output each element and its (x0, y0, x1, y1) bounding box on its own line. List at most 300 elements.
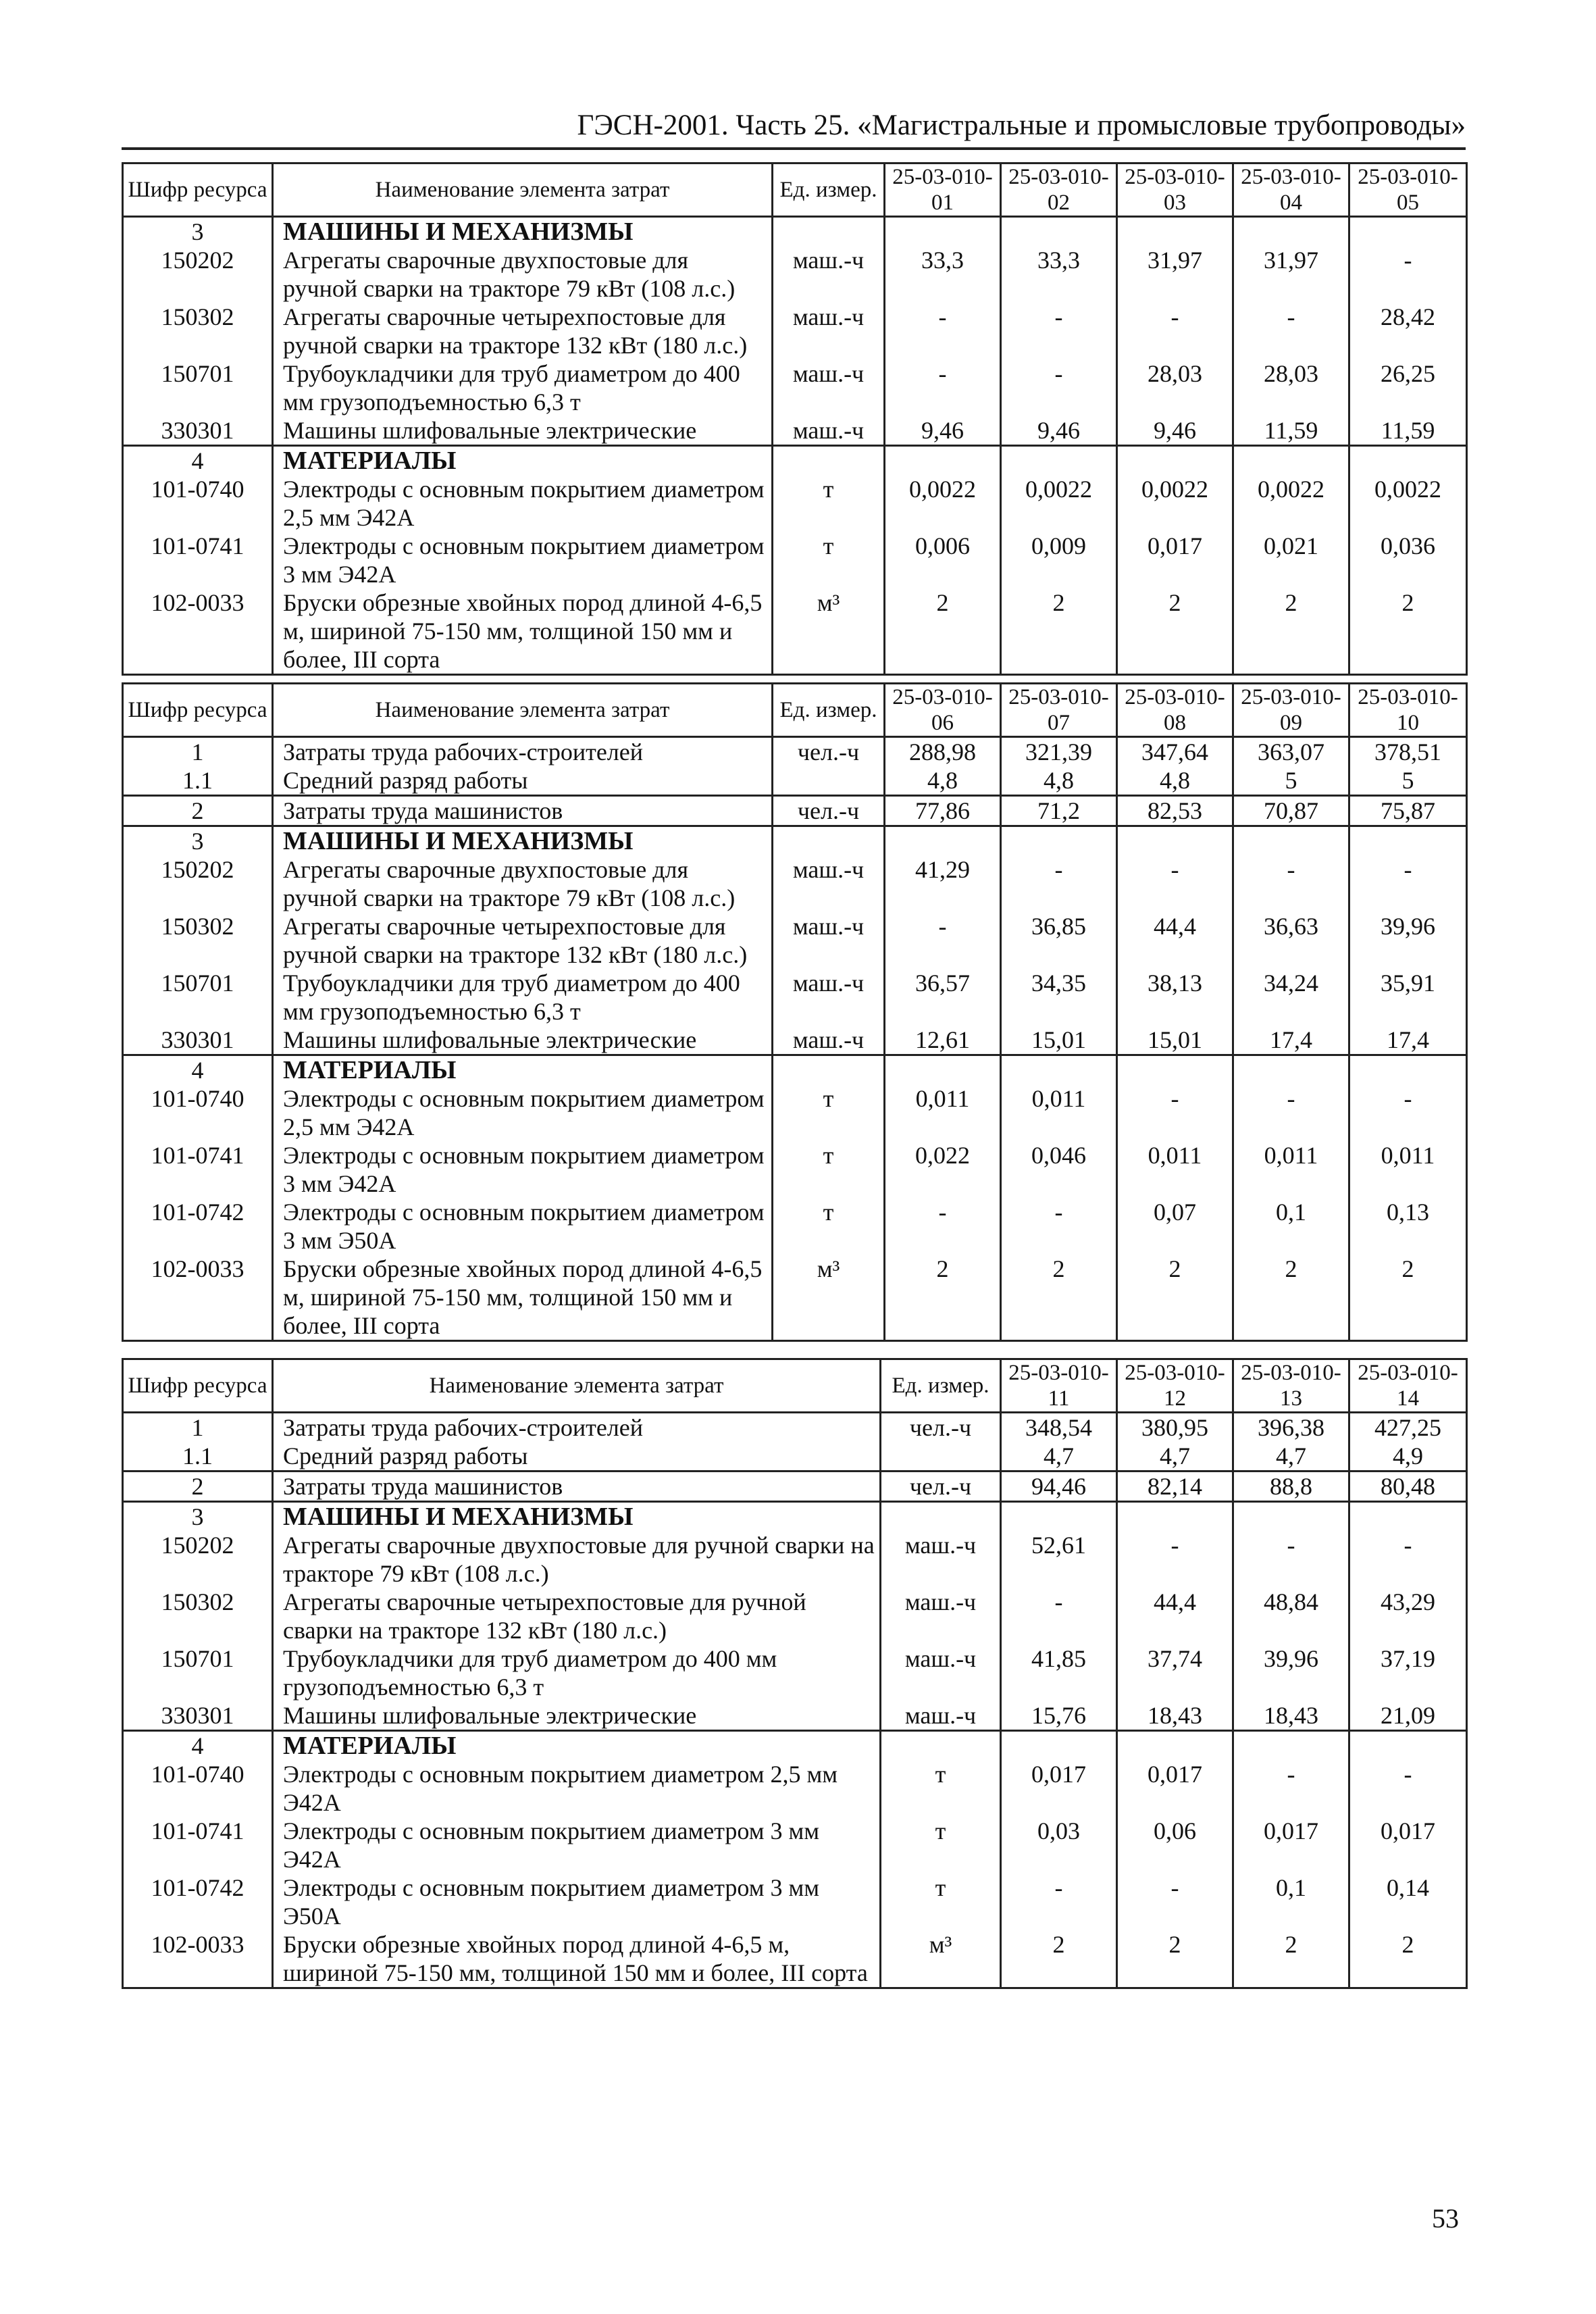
column-header-norm: 25-03-010-02 (1001, 164, 1117, 217)
value-cell: 43,29 (1349, 1588, 1467, 1644)
value-cell: 0,03 (1001, 1817, 1117, 1873)
value-cell: 28,03 (1117, 359, 1233, 416)
value-cell: - (885, 303, 1001, 359)
value-cell: 9,46 (1117, 416, 1233, 446)
resource-name: Агрегаты сварочные двухпостовые для ручной сварки на тракторе 79 кВт (108 л.с.) (273, 246, 773, 303)
value-cell: 77,86 (885, 796, 1001, 826)
header-row (123, 684, 1467, 737)
value-cell: 321,39 (1001, 737, 1117, 767)
column-header-norm: 25-03-010-14 (1349, 1359, 1467, 1413)
resource-code: 150701 (123, 359, 273, 416)
value-cell: 348,54 (1001, 1413, 1117, 1442)
table-row (123, 1817, 1467, 1873)
table-row (123, 796, 1467, 826)
value-cell: 427,25 (1349, 1413, 1467, 1442)
unit-cell: чел.-ч (881, 1413, 1001, 1442)
value-cell (1117, 1731, 1233, 1761)
unit-cell: маш.-ч (773, 1026, 885, 1055)
value-cell: 4,7 (1001, 1442, 1117, 1472)
resource-name: Затраты труда рабочих-строителей (273, 737, 773, 767)
unit-cell (773, 826, 885, 856)
value-cell: 0,017 (1349, 1817, 1467, 1873)
resource-name: Агрегаты сварочные двухпостовые для ручной сварки на тракторе 79 кВт (108 л.с.) (273, 855, 773, 912)
table-row (123, 475, 1467, 532)
value-cell: 33,3 (885, 246, 1001, 303)
section-title: МАШИНЫ И МЕХАНИЗМЫ (273, 826, 773, 856)
resource-code: 3 (123, 826, 273, 856)
value-cell: - (1349, 1760, 1467, 1817)
value-cell (1117, 217, 1233, 247)
value-cell: - (1117, 1873, 1233, 1930)
value-cell: 26,25 (1349, 359, 1467, 416)
value-cell: 2 (1001, 1255, 1117, 1341)
section-title: МАТЕРИАЛЫ (273, 446, 773, 476)
value-cell: 0,017 (1117, 1760, 1233, 1817)
value-cell: 38,13 (1117, 969, 1233, 1026)
table-row (123, 1472, 1467, 1502)
column-header-norm: 25-03-010-05 (1349, 164, 1467, 217)
value-cell: 0,0022 (1001, 475, 1117, 532)
resource-code: 330301 (123, 416, 273, 446)
table-row (123, 826, 1467, 856)
value-cell (1233, 446, 1349, 476)
unit-cell: т (773, 1141, 885, 1198)
value-cell: 37,74 (1117, 1644, 1233, 1701)
resource-code: 101-0740 (123, 475, 273, 532)
unit-cell: т (881, 1873, 1001, 1930)
resource-code: 150701 (123, 1644, 273, 1701)
value-cell: 2 (1117, 588, 1233, 675)
value-cell (1233, 1502, 1349, 1532)
value-cell: - (1233, 855, 1349, 912)
value-cell: 33,3 (1001, 246, 1117, 303)
resource-code: 2 (123, 1472, 273, 1502)
value-cell: 39,96 (1233, 1644, 1349, 1701)
resource-code: 150202 (123, 246, 273, 303)
value-cell (1117, 1055, 1233, 1085)
resource-code: 4 (123, 1055, 273, 1085)
value-cell: 2 (1233, 588, 1349, 675)
unit-cell: м³ (881, 1930, 1001, 1988)
value-cell: 71,2 (1001, 796, 1117, 826)
resource-name: Агрегаты сварочные четырехпостовые для ручной сварки на тракторе 132 кВт (180 л.с.) (273, 1588, 881, 1644)
value-cell (1349, 217, 1467, 247)
value-cell: 0,07 (1117, 1198, 1233, 1255)
unit-cell: т (773, 1198, 885, 1255)
value-cell: - (1233, 303, 1349, 359)
resource-code: 330301 (123, 1701, 273, 1731)
value-cell: 0,046 (1001, 1141, 1117, 1198)
header-row (123, 164, 1467, 217)
value-cell: 396,38 (1233, 1413, 1349, 1442)
table-row (123, 1502, 1467, 1532)
value-cell: - (885, 1198, 1001, 1255)
resource-code: 4 (123, 1731, 273, 1761)
value-cell: - (1001, 1588, 1117, 1644)
value-cell: 2 (885, 588, 1001, 675)
unit-cell: маш.-ч (773, 855, 885, 912)
value-cell: 4,8 (1117, 766, 1233, 796)
value-cell: 4,9 (1349, 1442, 1467, 1472)
value-cell: 2 (885, 1255, 1001, 1341)
value-cell: 0,14 (1349, 1873, 1467, 1930)
resource-code: 1 (123, 737, 273, 767)
resource-code: 150302 (123, 1588, 273, 1644)
unit-cell: маш.-ч (881, 1644, 1001, 1701)
unit-cell: чел.-ч (881, 1472, 1001, 1502)
value-cell: 36,63 (1233, 912, 1349, 969)
resource-name: Электроды с основным покрытием диаметром 3 мм Э42А (273, 1141, 773, 1198)
table-row (123, 446, 1467, 476)
value-cell: 0,0022 (885, 475, 1001, 532)
value-cell: - (1001, 359, 1117, 416)
value-cell: 4,8 (885, 766, 1001, 796)
resource-code: 150202 (123, 1531, 273, 1588)
resource-name: Агрегаты сварочные двухпостовые для ручной сварки на тракторе 79 кВт (108 л.с.) (273, 1531, 881, 1588)
table-row (123, 1644, 1467, 1701)
value-cell: - (1001, 1873, 1117, 1930)
value-cell: 31,97 (1117, 246, 1233, 303)
value-cell (1233, 1055, 1349, 1085)
value-cell: 0,006 (885, 532, 1001, 588)
value-cell (1001, 446, 1117, 476)
value-cell: 39,96 (1349, 912, 1467, 969)
value-cell (1117, 446, 1233, 476)
section-title: МАТЕРИАЛЫ (273, 1055, 773, 1085)
value-cell (1001, 1055, 1117, 1085)
value-cell: - (1349, 246, 1467, 303)
unit-cell: маш.-ч (773, 246, 885, 303)
resource-name: Затраты труда машинистов (273, 1472, 881, 1502)
value-cell: 15,01 (1001, 1026, 1117, 1055)
resource-code: 101-0741 (123, 532, 273, 588)
value-cell (1001, 826, 1117, 856)
value-cell: 2 (1233, 1930, 1349, 1988)
value-cell (1001, 217, 1117, 247)
resource-name: Электроды с основным покрытием диаметром 2,5 мм Э42А (273, 475, 773, 532)
column-header-norm: 25-03-010-12 (1117, 1359, 1233, 1413)
unit-cell: м³ (773, 1255, 885, 1341)
resource-name: Машины шлифовальные электрические (273, 1701, 881, 1731)
resource-name: Бруски обрезные хвойных пород длиной 4-6,5 м, шириной 75-150 мм, толщиной 150 мм и более, III сорта (273, 1255, 773, 1341)
value-cell: 48,84 (1233, 1588, 1349, 1644)
resource-name: Затраты труда машинистов (273, 796, 773, 826)
value-cell: 36,57 (885, 969, 1001, 1026)
column-header-norm: 25-03-010-04 (1233, 164, 1349, 217)
value-cell: 0,011 (885, 1084, 1001, 1141)
unit-cell: т (773, 532, 885, 588)
value-cell (1349, 1731, 1467, 1761)
table-row (123, 532, 1467, 588)
table-row (123, 1084, 1467, 1141)
unit-cell (773, 766, 885, 796)
value-cell: 0,0022 (1117, 475, 1233, 532)
value-cell: 2 (1349, 1255, 1467, 1341)
resource-name: Бруски обрезные хвойных пород длиной 4-6,5 м, шириной 75-150 мм, толщиной 150 мм и более, III сорта (273, 1930, 881, 1988)
value-cell: 11,59 (1233, 416, 1349, 446)
value-cell: - (1233, 1531, 1349, 1588)
resource-table-2 (122, 682, 1468, 1342)
table-row (123, 1141, 1467, 1198)
resource-code: 102-0033 (123, 588, 273, 675)
table-row (123, 416, 1467, 446)
resource-name: Электроды с основным покрытием диаметром 2,5 мм Э42А (273, 1760, 881, 1817)
table-row (123, 855, 1467, 912)
resource-name: Трубоукладчики для труб диаметром до 400 мм грузоподъемностью 6,3 т (273, 1644, 881, 1701)
resource-code: 101-0741 (123, 1141, 273, 1198)
value-cell: 70,87 (1233, 796, 1349, 826)
value-cell: 0,1 (1233, 1198, 1349, 1255)
unit-cell (881, 1502, 1001, 1532)
resource-code: 102-0033 (123, 1930, 273, 1988)
value-cell: 0,017 (1117, 532, 1233, 588)
unit-cell: т (773, 475, 885, 532)
value-cell: 288,98 (885, 737, 1001, 767)
unit-cell: маш.-ч (881, 1531, 1001, 1588)
value-cell: 363,07 (1233, 737, 1349, 767)
section-title: МАШИНЫ И МЕХАНИЗМЫ (273, 1502, 881, 1532)
value-cell: 11,59 (1349, 416, 1467, 446)
resource-name: Агрегаты сварочные четырехпостовые для ручной сварки на тракторе 132 кВт (180 л.с.) (273, 303, 773, 359)
resource-code: 102-0033 (123, 1255, 273, 1341)
table-row (123, 1760, 1467, 1817)
value-cell: 0,0022 (1349, 475, 1467, 532)
resource-code: 150701 (123, 969, 273, 1026)
value-cell (885, 826, 1001, 856)
unit-cell: маш.-ч (773, 303, 885, 359)
value-cell: 0,06 (1117, 1817, 1233, 1873)
resource-code: 1 (123, 1413, 273, 1442)
table-row (123, 1701, 1467, 1731)
table-row (123, 1930, 1467, 1988)
value-cell: 4,7 (1117, 1442, 1233, 1472)
unit-cell: маш.-ч (773, 359, 885, 416)
value-cell: 21,09 (1349, 1701, 1467, 1731)
column-header-norm: 25-03-010-10 (1349, 684, 1467, 737)
unit-cell: м³ (773, 588, 885, 675)
value-cell: - (1233, 1084, 1349, 1141)
value-cell: - (1117, 1084, 1233, 1141)
table-row (123, 737, 1467, 767)
resource-name: Электроды с основным покрытием диаметром 2,5 мм Э42А (273, 1084, 773, 1141)
table-row (123, 1588, 1467, 1644)
column-header-norm: 25-03-010-13 (1233, 1359, 1349, 1413)
value-cell: - (1117, 303, 1233, 359)
table-row (123, 217, 1467, 247)
value-cell: 18,43 (1233, 1701, 1349, 1731)
value-cell: 34,35 (1001, 969, 1117, 1026)
value-cell: 17,4 (1349, 1026, 1467, 1055)
value-cell (885, 446, 1001, 476)
column-header-name: Наименование элемента затрат (273, 164, 773, 217)
value-cell: 15,76 (1001, 1701, 1117, 1731)
resource-name: Машины шлифовальные электрические (273, 1026, 773, 1055)
value-cell (1117, 826, 1233, 856)
resource-code: 4 (123, 446, 273, 476)
resource-name: Трубоукладчики для труб диаметром до 400 мм грузоподъемностью 6,3 т (273, 969, 773, 1026)
table-row (123, 1442, 1467, 1472)
value-cell: 41,29 (885, 855, 1001, 912)
resource-code: 3 (123, 1502, 273, 1532)
table-row (123, 588, 1467, 675)
value-cell: 94,46 (1001, 1472, 1117, 1502)
value-cell: 0,009 (1001, 532, 1117, 588)
table-row (123, 969, 1467, 1026)
column-header-name: Наименование элемента затрат (273, 684, 773, 737)
value-cell: 2 (1117, 1255, 1233, 1341)
column-header-norm: 25-03-010-01 (885, 164, 1001, 217)
value-cell (1349, 446, 1467, 476)
value-cell: 9,46 (885, 416, 1001, 446)
resource-name: Электроды с основным покрытием диаметром 3 мм Э42А (273, 532, 773, 588)
value-cell: 347,64 (1117, 737, 1233, 767)
value-cell: 0,036 (1349, 532, 1467, 588)
value-cell: - (1001, 855, 1117, 912)
value-cell: - (1001, 1198, 1117, 1255)
value-cell: 88,8 (1233, 1472, 1349, 1502)
resource-code: 1.1 (123, 1442, 273, 1472)
value-cell: 0,011 (1233, 1141, 1349, 1198)
value-cell: 2 (1349, 1930, 1467, 1988)
column-header-norm: 25-03-010-11 (1001, 1359, 1117, 1413)
value-cell: 2 (1349, 588, 1467, 675)
unit-cell: т (881, 1760, 1001, 1817)
value-cell: - (1001, 303, 1117, 359)
value-cell: 44,4 (1117, 1588, 1233, 1644)
value-cell: - (1349, 1531, 1467, 1588)
unit-cell (881, 1731, 1001, 1761)
value-cell: 82,14 (1117, 1472, 1233, 1502)
column-header-norm: 25-03-010-03 (1117, 164, 1233, 217)
value-cell: 4,7 (1233, 1442, 1349, 1472)
unit-cell (773, 446, 885, 476)
value-cell: - (885, 912, 1001, 969)
value-cell: 52,61 (1001, 1531, 1117, 1588)
value-cell: 0,022 (885, 1141, 1001, 1198)
value-cell: 31,97 (1233, 246, 1349, 303)
column-header-code: Шифр ресурса (123, 684, 273, 737)
resource-code: 150202 (123, 855, 273, 912)
value-cell: 0,011 (1001, 1084, 1117, 1141)
page-number: 53 (1432, 2203, 1459, 2234)
table-row (123, 766, 1467, 796)
value-cell: - (885, 359, 1001, 416)
unit-cell: чел.-ч (773, 796, 885, 826)
resource-table-1 (122, 162, 1468, 676)
resource-code: 101-0742 (123, 1198, 273, 1255)
value-cell: 0,13 (1349, 1198, 1467, 1255)
value-cell: 0,0022 (1233, 475, 1349, 532)
table-row (123, 246, 1467, 303)
table-row (123, 1026, 1467, 1055)
section-title: МАШИНЫ И МЕХАНИЗМЫ (273, 217, 773, 247)
table-row (123, 1198, 1467, 1255)
value-cell (885, 1055, 1001, 1085)
value-cell: 12,61 (885, 1026, 1001, 1055)
resource-code: 330301 (123, 1026, 273, 1055)
value-cell: 0,017 (1233, 1817, 1349, 1873)
unit-cell (773, 217, 885, 247)
resource-table-3 (122, 1358, 1468, 1989)
table-row (123, 1731, 1467, 1761)
column-header-norm: 25-03-010-06 (885, 684, 1001, 737)
section-title: МАТЕРИАЛЫ (273, 1731, 881, 1761)
column-header-unit: Ед. измер. (881, 1359, 1001, 1413)
value-cell: 2 (1001, 1930, 1117, 1988)
resource-code: 101-0740 (123, 1084, 273, 1141)
resource-code: 101-0740 (123, 1760, 273, 1817)
value-cell (1233, 1731, 1349, 1761)
resource-code: 2 (123, 796, 273, 826)
resource-name: Бруски обрезные хвойных пород длиной 4-6,5 м, шириной 75-150 мм, толщиной 150 мм и более, III сорта (273, 588, 773, 675)
column-header-code: Шифр ресурса (123, 164, 273, 217)
value-cell: 2 (1233, 1255, 1349, 1341)
value-cell (1117, 1502, 1233, 1532)
table-row (123, 1055, 1467, 1085)
unit-cell: т (773, 1084, 885, 1141)
value-cell: - (1233, 1760, 1349, 1817)
page-header: ГЭСН-2001. Часть 25. «Магистральные и промысловые трубопроводы» (122, 108, 1466, 150)
value-cell: 0,1 (1233, 1873, 1349, 1930)
unit-cell (773, 1055, 885, 1085)
value-cell: 36,85 (1001, 912, 1117, 969)
value-cell (1001, 1502, 1117, 1532)
column-header-unit: Ед. измер. (773, 164, 885, 217)
column-header-code: Шифр ресурса (123, 1359, 273, 1413)
value-cell: 18,43 (1117, 1701, 1233, 1731)
resource-name: Средний разряд работы (273, 766, 773, 796)
resource-name: Агрегаты сварочные четырехпостовые для ручной сварки на тракторе 132 кВт (180 л.с.) (273, 912, 773, 969)
value-cell: 44,4 (1117, 912, 1233, 969)
value-cell: 41,85 (1001, 1644, 1117, 1701)
column-header-unit: Ед. измер. (773, 684, 885, 737)
table-row (123, 359, 1467, 416)
value-cell (1349, 1055, 1467, 1085)
table-row (123, 1873, 1467, 1930)
value-cell (1233, 826, 1349, 856)
value-cell: 0,017 (1001, 1760, 1117, 1817)
unit-cell: маш.-ч (881, 1701, 1001, 1731)
value-cell (1233, 217, 1349, 247)
value-cell: 5 (1233, 766, 1349, 796)
value-cell: 80,48 (1349, 1472, 1467, 1502)
value-cell: 34,24 (1233, 969, 1349, 1026)
value-cell: 378,51 (1349, 737, 1467, 767)
table-row (123, 303, 1467, 359)
column-header-norm: 25-03-010-07 (1001, 684, 1117, 737)
value-cell (1349, 1502, 1467, 1532)
resource-code: 1.1 (123, 766, 273, 796)
unit-cell: т (881, 1817, 1001, 1873)
table-row (123, 1413, 1467, 1442)
value-cell: 35,91 (1349, 969, 1467, 1026)
value-cell (1001, 1731, 1117, 1761)
unit-cell: маш.-ч (773, 969, 885, 1026)
value-cell: 28,42 (1349, 303, 1467, 359)
value-cell: 15,01 (1117, 1026, 1233, 1055)
value-cell: 75,87 (1349, 796, 1467, 826)
value-cell: 4,8 (1001, 766, 1117, 796)
unit-cell (881, 1442, 1001, 1472)
value-cell: - (1349, 855, 1467, 912)
resource-code: 150302 (123, 303, 273, 359)
value-cell (1349, 826, 1467, 856)
unit-cell: маш.-ч (773, 912, 885, 969)
table-row (123, 1255, 1467, 1341)
value-cell: - (1349, 1084, 1467, 1141)
resource-name: Электроды с основным покрытием диаметром 3 мм Э50А (273, 1198, 773, 1255)
resource-name: Средний разряд работы (273, 1442, 881, 1472)
